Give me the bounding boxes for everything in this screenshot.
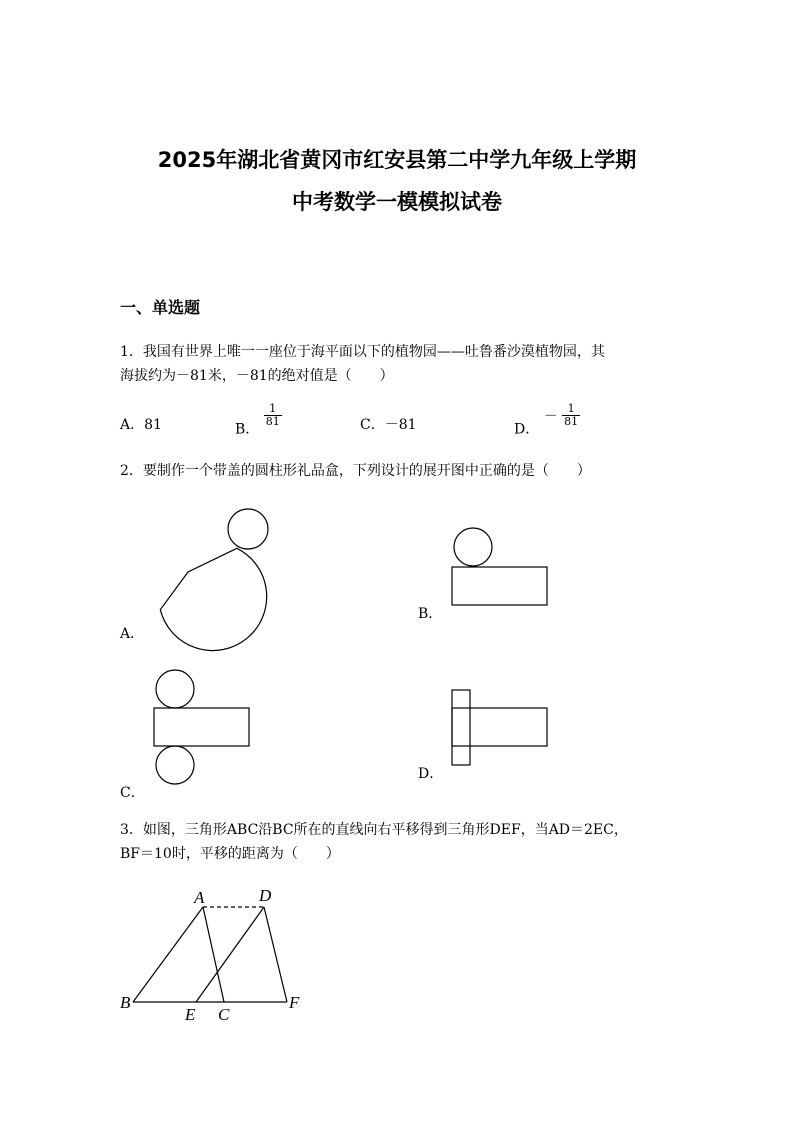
q1-option-c: C．－81	[360, 417, 417, 433]
q2-option-a-label: A．	[120, 626, 145, 642]
point-label-c: C	[218, 1005, 230, 1024]
segment-ab	[133, 907, 203, 1002]
q1-option-d-sign: －	[543, 408, 558, 425]
point-label-b: B	[120, 993, 131, 1012]
point-label-e: E	[185, 1005, 196, 1024]
fraction-numerator: 1	[567, 402, 575, 415]
question-1-line2: 海拔约为－81米，－81的绝对值是（ ）	[120, 368, 394, 384]
point-label-f: F	[289, 993, 300, 1012]
question-1-line1: 1．我国有世界上唯一一座位于海平面以下的植物园——吐鲁番沙漠植物园，其	[120, 344, 605, 360]
question-3-line2: BF＝10时，平移的距离为（ ）	[120, 846, 340, 862]
q2-option-d-label: D．	[418, 766, 444, 782]
fraction-denominator: 81	[564, 415, 579, 428]
point-label-a: A	[194, 888, 205, 907]
segment-df	[264, 907, 287, 1002]
section-heading: 一、单选题	[120, 298, 201, 317]
q1-option-a: A．81	[120, 417, 162, 433]
q1-option-d-prefix: D．	[514, 421, 540, 438]
question-3-line1: 3．如图，三角形ABC沿BC所在的直线向右平移得到三角形DEF，当AD＝2EC，	[120, 822, 628, 838]
q2-option-b-label: B．	[418, 606, 443, 622]
q2-option-c-label: C．	[120, 785, 145, 801]
q1-option-b-prefix: B．	[235, 421, 260, 438]
question-2-text: 2．要制作一个带盖的圆柱形礼品盒，下列设计的展开图中正确的是（ ）	[120, 463, 591, 479]
fraction-denominator: 81	[265, 415, 280, 428]
point-label-d: D	[259, 886, 272, 905]
exam-title-line1: 2025年湖北省黄冈市红安县第二中学九年级上学期	[157, 148, 637, 172]
fraction-numerator: 1	[269, 402, 277, 415]
exam-title-line2: 中考数学一模模拟试卷	[292, 190, 502, 214]
